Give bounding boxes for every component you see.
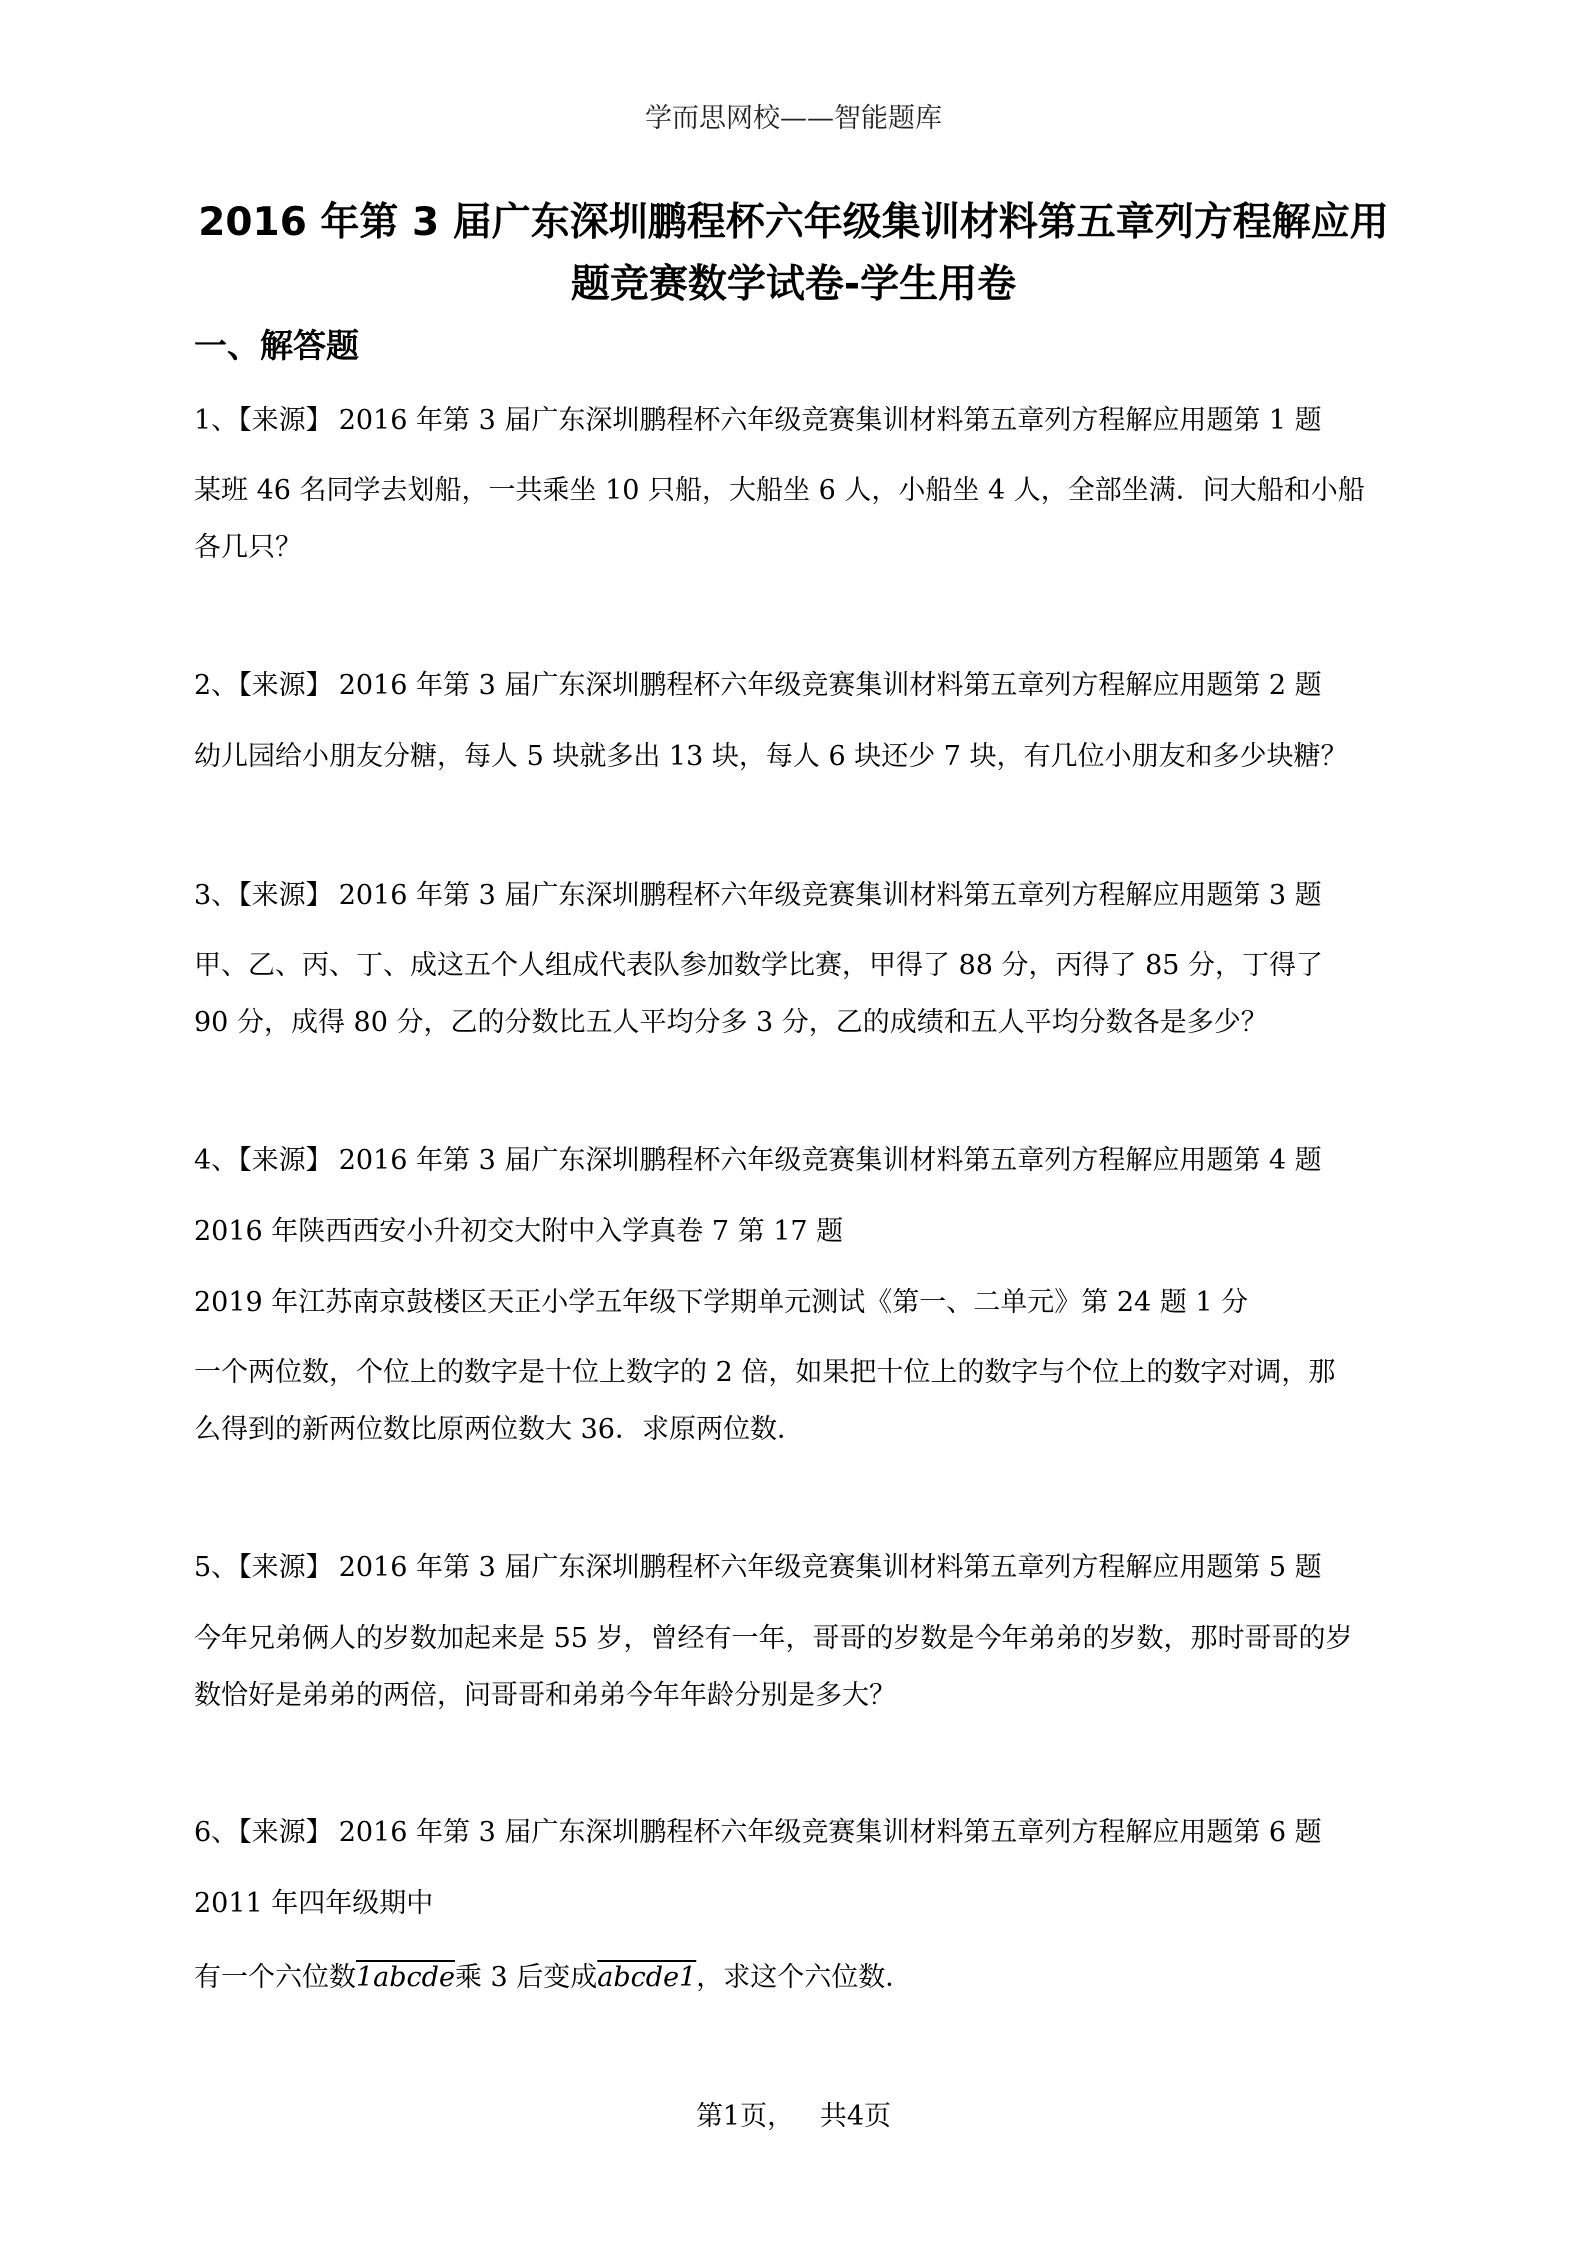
document-title: [190, 192, 1397, 316]
question-3-body-line-2: 90 分，成得 80 分，乙的分数比五人平均分多 3 分，乙的成绩和五人平均分数各是多少？: [194, 1007, 1268, 1038]
question-4-source: [194, 1138, 1322, 1177]
question-2-body-line-1: 幼儿园给小朋友分糖，每人 5 块就多出 13 块，每人 6 块还少 7 块，有几位小朋友和多少块糖？: [194, 741, 1348, 772]
question-1-source: [194, 398, 1322, 437]
source-text: 2016 年第 3 届广东深圳鹏程杯六年级竞赛集训材料第五章列方程解应用题第 4 题: [338, 1145, 1322, 1176]
question-4-extra-source-1: 2016 年陕西西安小升初交大附中入学真卷 7 第 17 题: [194, 1216, 844, 1247]
question-6-body-line-1: [194, 1955, 912, 1994]
source-text: 2016 年第 3 届广东深圳鹏程杯六年级竞赛集训材料第五章列方程解应用题第 3 题: [338, 880, 1322, 911]
question-4-body-line-1: 一个两位数，个位上的数字是十位上数字的 2 倍，如果把十位上的数字与个位上的数字对调，那: [194, 1357, 1336, 1388]
body-prefix: 有一个六位数: [194, 1962, 356, 1993]
source-text: 2016 年第 3 届广东深圳鹏程杯六年级竞赛集训材料第五章列方程解应用题第 6 题: [338, 1817, 1322, 1848]
question-1-body-line-1: 某班 46 名同学去划船，一共乘坐 10 只船，大船坐 6 人，小船坐 4 人，全部坐满．问大船和小船: [194, 475, 1365, 506]
section-heading: 一、解答题: [194, 326, 359, 365]
source-text: 2016 年第 3 届广东深圳鹏程杯六年级竞赛集训材料第五章列方程解应用题第 1 题: [338, 405, 1322, 436]
title-line-2: 题竞赛数学试卷-学生用卷: [570, 262, 1017, 307]
source-tag: 【来源】: [238, 1817, 333, 1848]
question-1-body-line-2: 各几只？: [194, 532, 302, 563]
overlined-number-1: 1abcde: [356, 1962, 455, 1993]
question-number: 5、: [194, 1552, 239, 1583]
question-number: 3、: [194, 880, 239, 911]
question-number: 6、: [194, 1817, 239, 1848]
title-line-1: 2016 年第 3 届广东深圳鹏程杯六年级集训材料第五章列方程解应用: [198, 200, 1389, 245]
question-5-body-line-1: 今年兄弟俩人的岁数加起来是 55 岁，曾经有一年，哥哥的岁数是今年弟弟的岁数，那时哥哥的岁: [194, 1623, 1353, 1654]
body-suffix: ，求这个六位数．: [696, 1962, 913, 1993]
question-6-extra-source-1: 2011 年四年级期中: [194, 1888, 434, 1919]
question-5-source: [194, 1545, 1322, 1584]
page-header: 学而思网校——智能题库: [645, 103, 942, 134]
question-3-source: [194, 873, 1322, 912]
source-tag: 【来源】: [238, 1145, 333, 1176]
overlined-number-2: abcde1: [597, 1962, 697, 1993]
page-footer: 第1页， 共4页: [695, 2101, 892, 2132]
body-middle: 乘 3 后变成: [454, 1962, 598, 1993]
source-tag: 【来源】: [238, 405, 333, 436]
question-number: 2、: [194, 670, 239, 701]
question-4-extra-source-2: 2019 年江苏南京鼓楼区天正小学五年级下学期单元测试《第一、二单元》第 24 题 1 分: [194, 1287, 1249, 1318]
question-4-body-line-2: 么得到的新两位数比原两位数大 36．求原两位数．: [194, 1414, 804, 1445]
question-5-body-line-2: 数恰好是弟弟的两倍，问哥哥和弟弟今年年龄分别是多大？: [194, 1680, 896, 1711]
question-number: 4、: [194, 1145, 239, 1176]
source-text: 2016 年第 3 届广东深圳鹏程杯六年级竞赛集训材料第五章列方程解应用题第 5 题: [338, 1552, 1322, 1583]
source-tag: 【来源】: [238, 880, 333, 911]
question-3-body-line-1: 甲、乙、丙、丁、成这五个人组成代表队参加数学比赛，甲得了 88 分，丙得了 85 分，丁得了: [194, 950, 1324, 981]
question-2-source: [194, 663, 1322, 702]
source-tag: 【来源】: [238, 670, 333, 701]
question-number: 1、: [194, 405, 239, 436]
source-text: 2016 年第 3 届广东深圳鹏程杯六年级竞赛集训材料第五章列方程解应用题第 2 题: [338, 670, 1322, 701]
question-6-source: [194, 1810, 1322, 1849]
source-tag: 【来源】: [238, 1552, 333, 1583]
